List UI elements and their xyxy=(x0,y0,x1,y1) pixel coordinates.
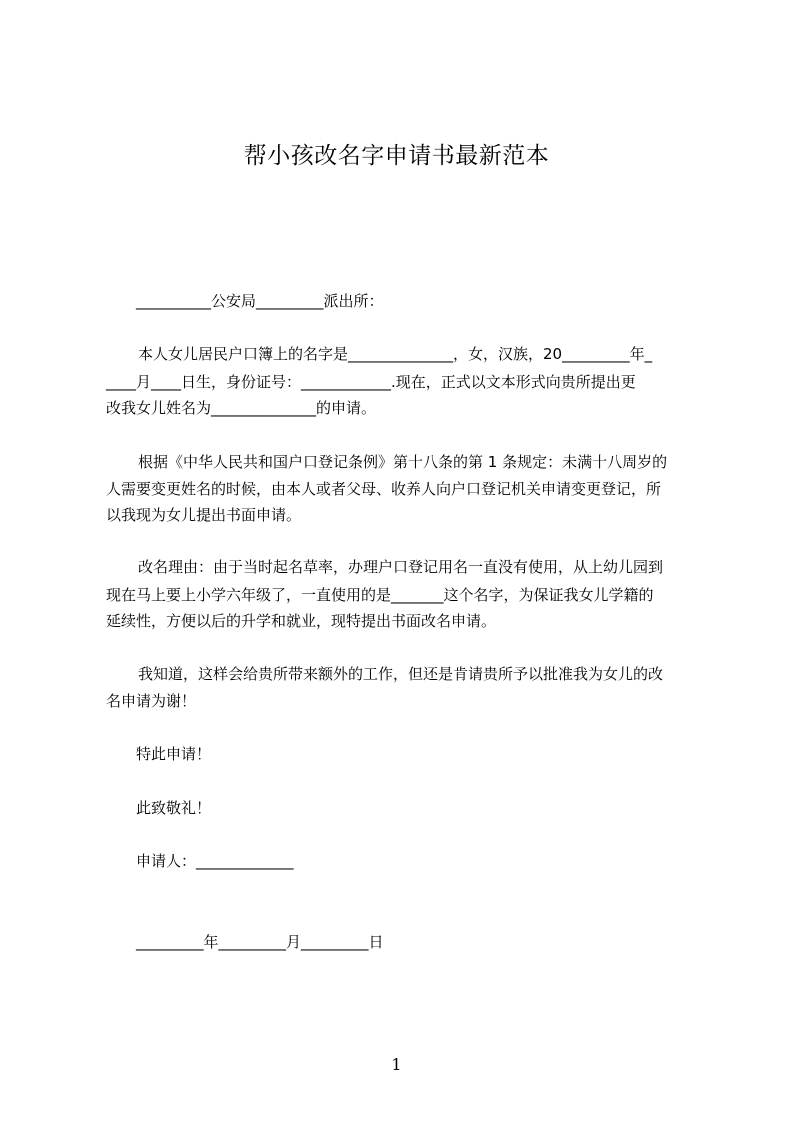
salutation-line: 此致敬礼！ xyxy=(136,799,212,817)
paragraph-1-line-3: 改我女儿姓名为______________的申请。 xyxy=(106,399,377,417)
special-request-line: 特此申请！ xyxy=(136,745,212,763)
document-title: 帮小孩改名字申请书最新范本 xyxy=(243,143,550,169)
applicant-line: 申请人：_____________ xyxy=(136,852,294,870)
addressee-line: __________公安局_________派出所： xyxy=(136,292,384,310)
paragraph-4-line-1: 我知道，这样会给贵所带来额外的工作，但还是肯请贵所予以批准我为女儿的改 xyxy=(138,665,664,683)
paragraph-2-line-3: 以我现为女儿提出书面申请。 xyxy=(106,506,302,524)
paragraph-2-line-1: 根据《中华人民共和国户口登记条例》第十八条的第 1 条规定：未满十八周岁的 xyxy=(138,453,668,471)
paragraph-1-line-2: ____月____日生，身份证号：____________.现在，正式以文本形式向贵所提出更 xyxy=(106,373,636,391)
paragraph-1-line-1: 本人女儿居民户口簿上的名字是______________，女，汉族，20_________年_ xyxy=(138,345,653,363)
paragraph-4-line-2: 名申请为谢！ xyxy=(106,692,197,710)
date-line: _________年_________月_________日 xyxy=(136,933,384,951)
paragraph-2-line-2: 人需要变更姓名的时候，由本人或者父母、收养人向户口登记机关申请变更登记，所 xyxy=(106,480,662,498)
page-number: 1 xyxy=(391,1055,402,1074)
paragraph-3-line-1: 改名理由：由于当时起名草率，办理户口登记用名一直没有使用，从上幼儿园到 xyxy=(138,558,664,576)
paragraph-3-line-2: 现在马上要上小学六年级了，一直使用的是_______这个名字，为保证我女儿学籍的 xyxy=(106,586,654,604)
paragraph-3-line-3: 延续性，方便以后的升学和就业，现特提出书面改名申请。 xyxy=(106,612,497,630)
